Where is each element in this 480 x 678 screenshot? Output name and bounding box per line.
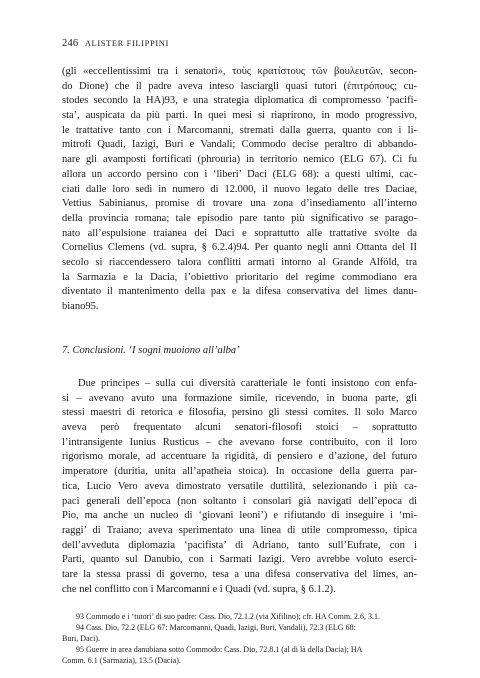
text-line: secolo si riaccendessero talora conflitti armati intorno al Grande Alföld, tra — [62, 256, 417, 268]
text-line: mitrofi Quadi, Iazigi, Buri e Vandali; Commodo decise peraltro di abbando- — [62, 139, 417, 151]
section-title: 7. Conclusioni. ‘I sogni muoiono all’alba’ — [62, 345, 240, 356]
text-line: imperatore (duritia, unita all’apatheia stoica). In occasione della guerra par- — [62, 466, 417, 478]
text-line: si – avevano avuto una formazione simile, ricevendo, in buona parte, gli — [62, 392, 417, 404]
footnote-94-continued: Buri, Daci). — [62, 634, 100, 643]
footnote-95-continued: Comm. 6.1 (Sarmazia), 13.5 (Dacia). — [62, 656, 181, 665]
text-line: diventato il mantenimento della pax e la difesa conservativa del limes danu- — [62, 286, 417, 298]
text-line: Due principes – sulla cui diversità caratteriale le fonti insistono con enfa- — [78, 378, 417, 389]
text-line: aveva però frequentato alcuni senatori-filosofi stoici – soprattutto — [62, 422, 417, 434]
text-line: stodes secondo la HA)93, e una strategia diplomatica di compromesso ‘pacifi- — [62, 95, 417, 107]
text-line: tica, Lucio Vero aveva dimostrato versatile duttilità, selezionando i più ca- — [62, 480, 417, 492]
text-line: raggi’ di Traiano; aveva sperimentato una linea di utile compromesso, tipica — [62, 524, 417, 536]
text-line: che nel conflitto con i Marcomanni e i Quadi (vd. supra, § 6.1.2). — [62, 583, 336, 595]
running-header — [62, 38, 169, 49]
footnote-95: 95 Guerre in area danubiana sotto Commodo: Cass. Dio, 72.8.1 (al di là della Dacia); HA — [76, 645, 363, 654]
text-line: stessi maestri di retorica e filosofia, persino gli stessi comites. Il solo Marco — [62, 407, 417, 419]
text-line: rigorismo morale, ad accentuare la rigidità, di pensiero e d’azione, del futuro — [62, 451, 417, 463]
footnote-94: 94 Cass. Dio, 72.2 (ELG 67: Marcomanni, Quadi, Iazigi, Buri, Vandali), 72.3 (ELG 68: — [76, 623, 356, 632]
paragraph-2 — [62, 377, 417, 597]
footnote-93: 93 Commodo e i ‘tutori’ di suo padre: Cass. Dio, 72.1.2 (via Xifilino); cfr. HA Comm. 2.6, 3.1. — [76, 612, 381, 621]
text-line: della provincia romana; tale episodio pare tanto più significativo se parago- — [62, 212, 417, 224]
text-line: biano95. — [62, 301, 99, 312]
text-line: Pio, ma anche un nucleo di ‘giovani leoni’) e rifiutando di inseguire i ‘mi- — [62, 510, 417, 522]
text-line: ciati dalle loro sedi in numero di 12.000, il nuovo legato delle tres Daciae, — [62, 183, 417, 195]
text-line: Cornelius Clemens (vd. supra, § 6.2.4)94. Per quanto negli anni Ottanta del II — [62, 242, 417, 254]
text-line: dell’avveduta diplomazia ‘pacifista’ di Adriano, tanto sull’Eufrate, con i — [62, 539, 417, 551]
text-line: tare la stessa prassi di governo, tesa a una difesa conservativa del limes, an- — [62, 568, 417, 580]
page-number: 246 — [62, 38, 79, 49]
author-name: ALISTER FILIPPINI — [84, 38, 169, 48]
text-line: l’intransigente Iunius Rusticus – che avevano forse contribuito, con il loro — [62, 436, 417, 448]
paragraph-1 — [62, 65, 417, 315]
text-line: Parti, quanto sul Danubio, con i Sarmati Iazigi. Vero avrebbe voluto eserci- — [62, 554, 417, 566]
text-line: le trattative tanto con i Marcomanni, stremati dalla guerra, quanto con i li- — [62, 124, 417, 136]
text-line: la Sarmazia e la Dacia, l’obiettivo prioritario del regime commodiano era — [62, 271, 417, 283]
text-line: paci generali dell’epoca (non soltanto i consolari già navigati dell’epoca di — [62, 495, 417, 507]
section-heading — [62, 344, 417, 358]
text-line: (gli «eccellentissimi tra i senatori», τοὺς κρατίστους τῶν βουλευτῶν, secon- — [62, 66, 417, 77]
text-line: sta’, auspicata da più parti. In quei mesi si riaprirono, in modo progressivo, — [62, 110, 417, 122]
text-line: nato all’espulsione traianea dei Daci e soprattutto alle trattative svolte da — [62, 227, 417, 239]
text-line: allora un accordo persino con i ‘liberi’ Daci (ELG 68): a questi ultimi, cac- — [62, 168, 417, 180]
text-line: do Dione) che il padre aveva inteso lasciargli quasi tutori (ἐπιτρόπους; cu- — [62, 80, 417, 92]
text-line: nare gli avamposti fortificati (phrouria) in territorio nemico (ELG 67). Ci fu — [62, 154, 417, 166]
text-line: Vettius Sabinianus, promise di trovare una zona d’insediamento all’interno — [62, 198, 417, 210]
footnotes — [62, 611, 417, 666]
